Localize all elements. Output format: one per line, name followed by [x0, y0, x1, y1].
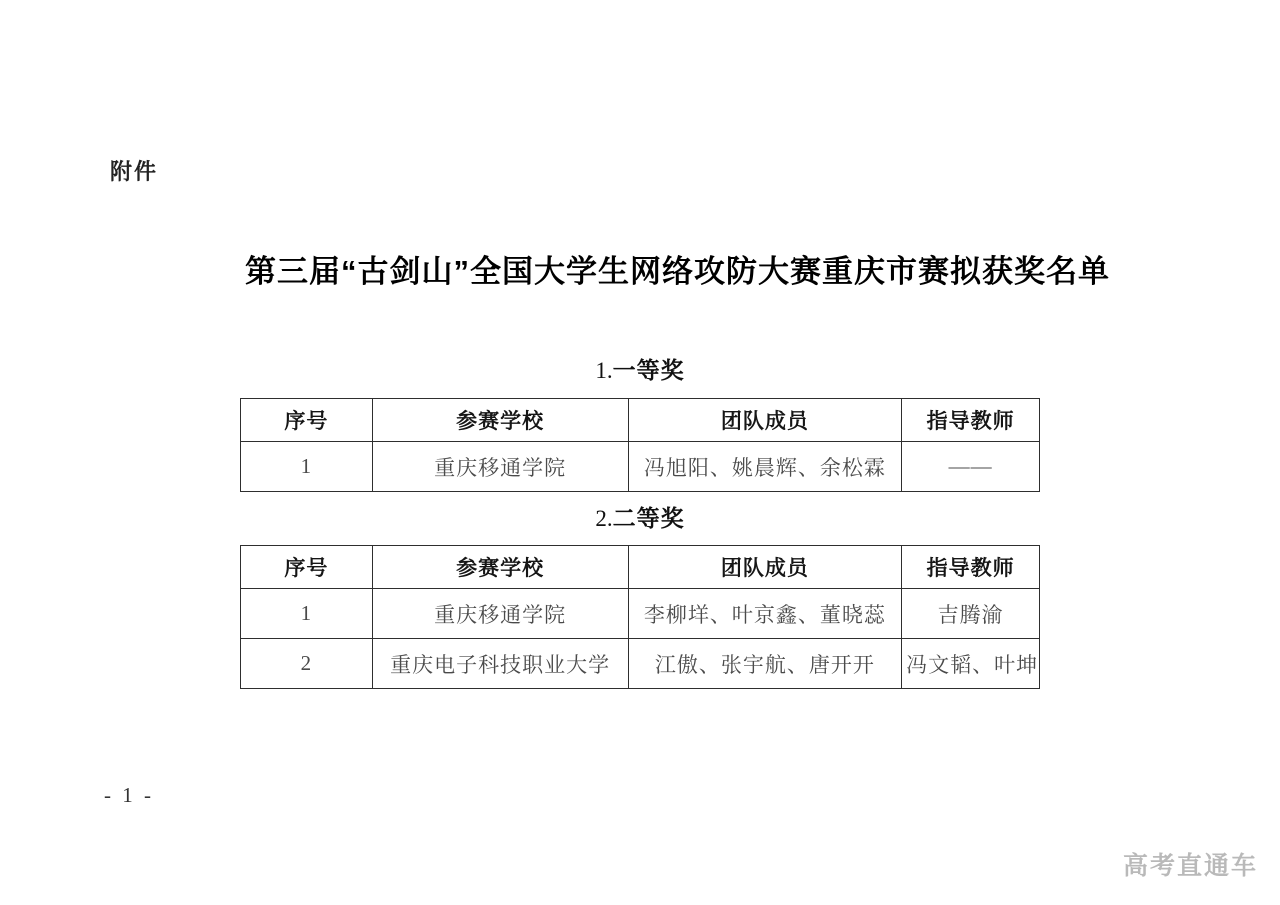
table-cell: 重庆移通学院: [372, 589, 628, 639]
table-cell: 1: [241, 589, 373, 639]
section-number: 1.: [595, 358, 613, 383]
table-cell: 2: [241, 639, 373, 689]
column-header: 团队成员: [628, 399, 902, 442]
second-prize-table: [240, 545, 1040, 689]
table-cell: 重庆电子科技职业大学: [372, 639, 628, 689]
table-row: [241, 639, 1040, 689]
column-header: 序号: [241, 546, 373, 589]
column-header: 参赛学校: [372, 546, 628, 589]
section-title: 一等奖: [612, 357, 685, 383]
section-heading-first-prize: [240, 352, 1040, 385]
column-header: 参赛学校: [372, 399, 628, 442]
section-heading-second-prize: [240, 500, 1040, 533]
column-header: 序号: [241, 399, 373, 442]
table-cell: 吉腾渝: [902, 589, 1040, 639]
table-cell: 冯旭阳、姚晨辉、余松霖: [628, 442, 902, 492]
table-cell: 江傲、张宇航、唐开开: [628, 639, 902, 689]
attachment-label: 附件: [110, 159, 159, 184]
page-number: - 1 -: [104, 783, 154, 807]
document-title: 第三届“古剑山”全国大学生网络攻防大赛重庆市赛拟获奖名单: [245, 254, 1110, 289]
column-header: 指导教师: [902, 399, 1040, 442]
table-cell: 1: [241, 442, 373, 492]
section-title: 二等奖: [612, 505, 685, 531]
table-cell: 重庆移通学院: [372, 442, 628, 492]
table-cell: 李柳垟、叶京鑫、董晓蕊: [628, 589, 902, 639]
watermark-text: 高考直通车: [1122, 852, 1258, 880]
table-cell: 冯文韬、叶坤: [902, 639, 1040, 689]
table-row: [241, 589, 1040, 639]
first-prize-table: [240, 398, 1040, 492]
table-row: [241, 442, 1040, 492]
column-header: 团队成员: [628, 546, 902, 589]
table-cell: ——: [902, 442, 1040, 492]
table-header-row: [241, 546, 1040, 589]
section-number: 2.: [595, 506, 613, 531]
table-header-row: [241, 399, 1040, 442]
column-header: 指导教师: [902, 546, 1040, 589]
